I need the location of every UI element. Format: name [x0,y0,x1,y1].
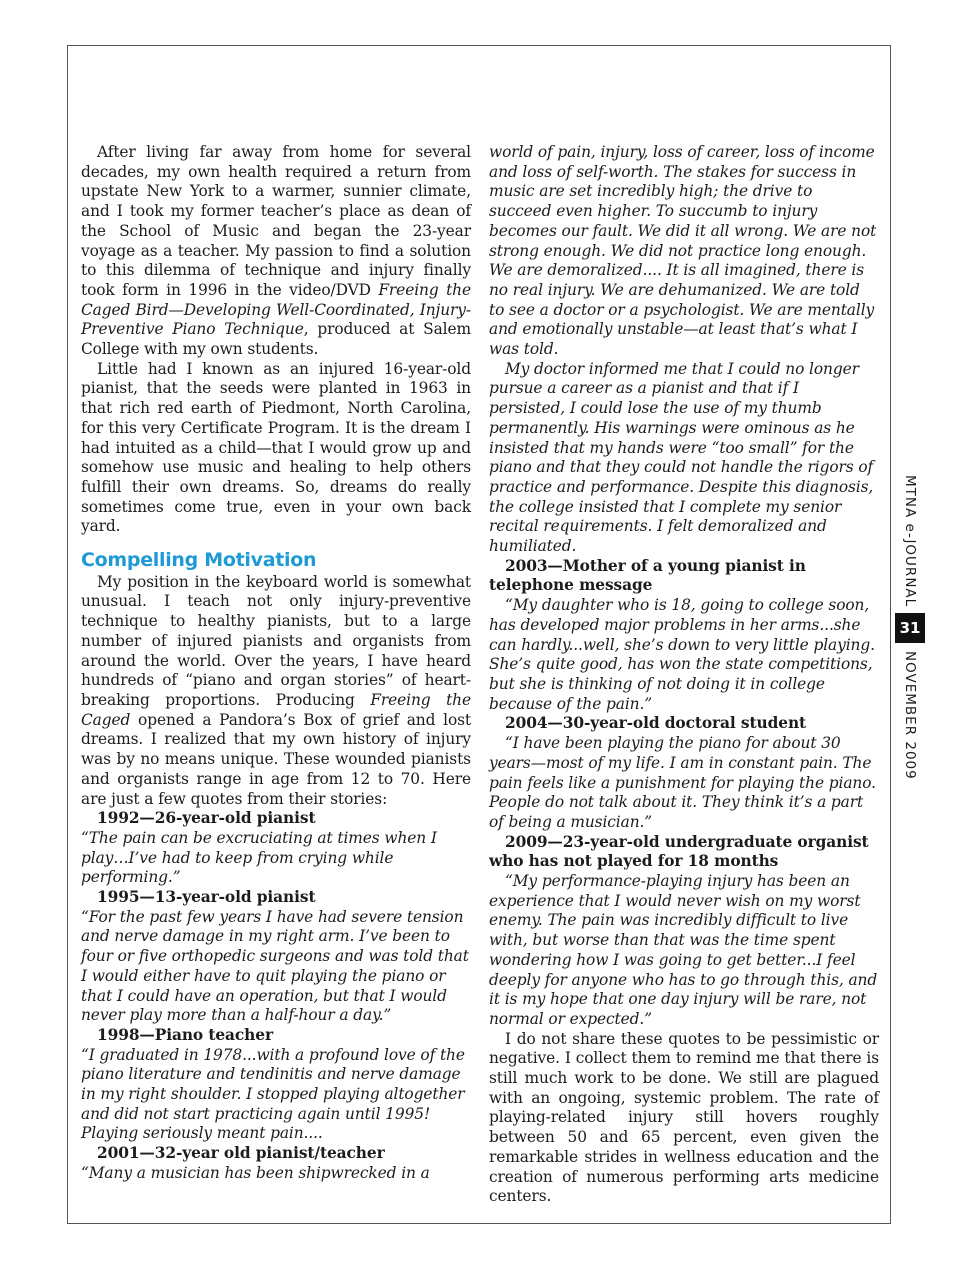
quote-2001-start: “Many a musician has been shipwrecked in a [81,1163,430,1182]
quote-heading-1995: 1995—13-year-old pianist [97,888,316,907]
quote-1995: “For the past few years I have had severe tension and nerve damage in my right arm. I’ve been to four or five orthopedic surgeons and was told that I would either have to quit playing the piano or that I could have an operation, but that I would never play more than a half-hour a day.” [81,907,469,1025]
video-title: Freeing the Caged Bird—Developing Well-Coordinated, Injury-Preventive Piano Technique [81,280,472,339]
quote-2009: “My performance-playing injury has been an experience that I would never wish on my worst enemy. The pain was incredibly difficult to live with, but worse than that was the time spent wondering how I was going to get better...I feel deeply for anyone who has to go through this, and it is my hope that one day injury will be rare, not normal or expected.” [489,872,878,1028]
paragraph-return-home: After living far away from home for several decades, my own health required a return from upstate New York to a warmer, sunnier climate, and I took my former teacher’s place as dean of the School of Music and began the 23-year voyage as a teacher. My passion to find a solution to this dilemma of technique and injury finally took form in 1996 in the video/DVD Freeing the Caged Bird—Developing Well-Coordinated, Injury-Preventive Piano Technique, produced at Salem College with my own students. [81,143,472,359]
quote-heading-2001: 2001—32-year old pianist/teacher [97,1144,385,1163]
left-column [81,143,471,1184]
paragraph-conclusion: I do not share these quotes to be pessimistic or negative. I collect them to remind me that there is still much work to be done. We still are plagued with an ongoing, systemic problem. The rate of playing-related injury still hovers roughly between 50 and 65 percent, even given the remarkable strides in wellness education and the creation of numerous performing arts medicine centers. [489,1029,879,1206]
issue-date: NOVEMBER 2009 [902,651,918,780]
quote-2001-continued: world of pain, injury, loss of career, loss of income and loss of self-worth. The stakes for success in music are set incredibly high; the drive to succeed even higher. To succumb to injury becomes our fault. We did it all wrong. We are not strong enough. We did not practice long enough. We are demoralized.... It is all imagined, there is no real injury. We are dehumanized. We are told to see a doctor or a psychologist. We are mentally and emotionally unstable—at least that’s what I was told. [489,143,877,359]
quote-heading-2003: 2003—Mother of a young pianist in telephone message [489,556,806,595]
quote-1998: “I graduated in 1978...with a profound love of the piano literature and tendinitis and nerve damage in my right shoulder. I stopped playing altogether and did not start practicing again until 1995! Playing seriously meant pain.... [81,1045,465,1143]
quote-heading-1992: 1992—26-year-old pianist [97,809,316,828]
quote-heading-2004: 2004—30-year-old doctoral student [505,714,807,733]
quote-heading-1998: 1998—Piano teacher [97,1025,273,1044]
paragraph-seeds-planted: Little had I known as an injured 16-year-old pianist, that the seeds were planted in 1963 in that rich red earth of Piedmont, North Carolina, for this very Certificate Program. It is the dream I had intuited as a child—that I would grow up and somehow use music and healing to help others fulfill their own dreams. So, dreams do really sometimes come true, even in your own back yard. [81,359,471,536]
quote-2003: “My daughter who is 18, going to college soon, has developed major problems in her arms...she can hardly...well, she’s down to very little playing. She’s quite good, has won the state competitions, but she is thinking of not doing it in college because of the pain.” [489,596,875,713]
quote-heading-2009: 2009—23-year-old undergraduate organist who has not played for 18 months [489,832,869,871]
running-sidebar [893,475,927,795]
paragraph-position: My position in the keyboard world is somewhat unusual. I teach not only injury-preventive technique to healthy pianists, but to a large number of injured pianists and organists from around the world. Over the years, I have heard hundreds of “piano and organ stories” of heart-breaking proportions. Producing Freeing the Caged opened a Pandora’s Box of grief and lost dreams. I realized that my own history of injury was by no means unique. These wounded pianists and organists range in age from 12 to 70. Here are just a few quotes from their stories: [81,572,471,808]
right-column [489,143,879,1207]
page-number-badge: 31 [895,613,925,643]
quote-1992: “The pain can be excruciating at times when I play…I’ve had to keep from crying while performing.” [81,828,437,887]
quote-2004: “I have been playing the piano for about 30 years—most of my life. I am in constant pain. The pain feels like a punishment for playing the piano. People do not talk about it. They think it’s a part of being a musician.” [489,734,876,831]
section-heading: Compelling Motivation [81,549,317,572]
journal-name: MTNA e-JOURNAL [902,475,918,608]
quote-2001-doctor: My doctor informed me that I could no longer pursue a career as a pianist and that if I persisted, I could lose the use of my thumb permanently. His warnings were ominous as he insisted that my hands were “too small” for the piano and that they could not handle the rigors of practice and performance. Despite this diagnosis, the college insisted that I complete my senior recital requirements. I felt demoralized and humiliated. [489,359,874,556]
